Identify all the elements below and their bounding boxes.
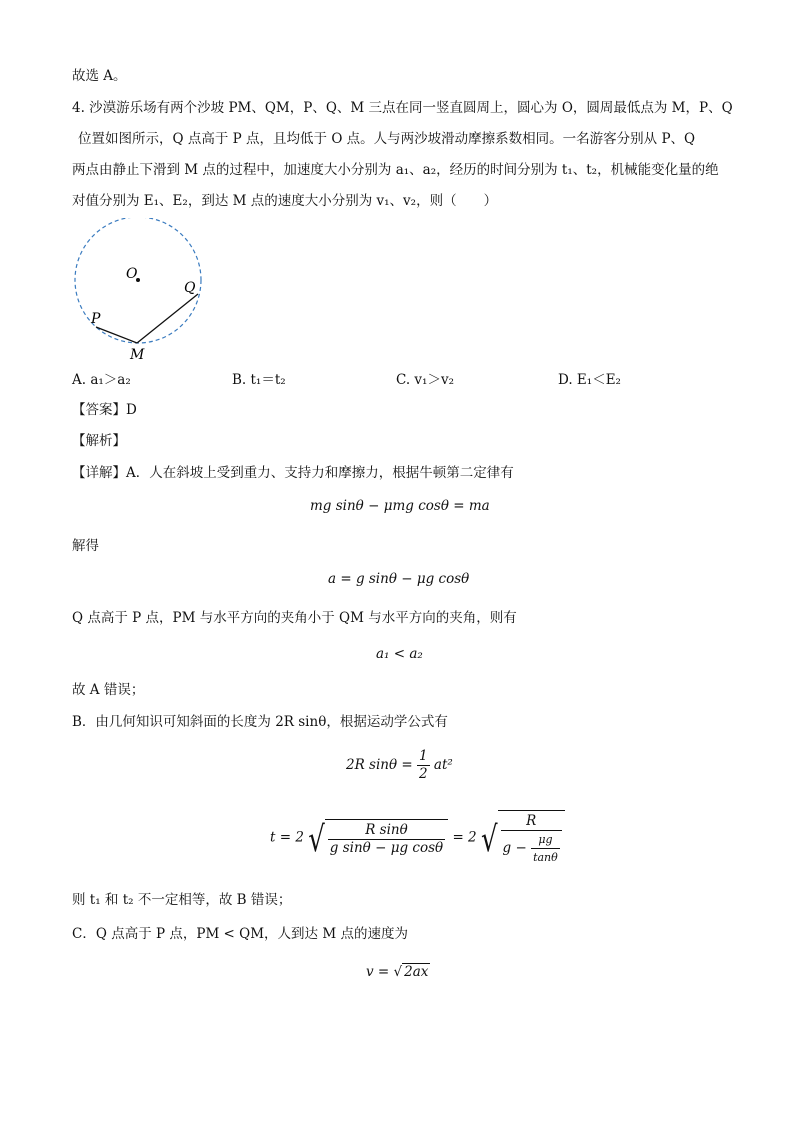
- eq5-inner-den: tanθ: [533, 851, 558, 864]
- equation-acceleration: a = g sinθ − μg cosθ: [328, 571, 470, 587]
- equation-time: [270, 810, 565, 870]
- sqrt-symbol: √: [308, 819, 325, 860]
- compare-line: Q 点高于 P 点，PM 与水平方向的夹角小于 QM 与水平方向的夹角，则有: [72, 610, 517, 626]
- option-b: B. t₁＝t₂: [232, 372, 286, 388]
- eq6-lhs: v =: [366, 964, 390, 980]
- slope-pm: [96, 327, 137, 343]
- eq5-lhs: t = 2: [270, 829, 304, 846]
- detail-line-a: 【详解】A．人在斜坡上受到重力、支持力和摩擦力，根据牛顿第二定律有: [72, 465, 514, 481]
- label-o: O: [126, 266, 138, 282]
- question-line-3: 两点由静止下滑到 M 点的过程中，加速度大小分别为 a₁、a₂，经历的时间分别为 t₁、t₂，机械能变化量的绝: [72, 162, 719, 178]
- equation-distance: [346, 748, 453, 788]
- eq5-inner-num: μg: [531, 831, 560, 849]
- slope-qm: [137, 294, 198, 343]
- b-line: B．由几何知识可知斜面的长度为 2R sinθ，根据运动学公式有: [72, 714, 448, 730]
- equation-newton: mg sinθ − μmg cosθ = ma: [310, 498, 490, 514]
- c-line: C．Q 点高于 P 点，PM < QM，人到达 M 点的速度为: [72, 926, 408, 942]
- eq5-sqrt-1: [308, 819, 448, 860]
- label-m: M: [130, 347, 145, 363]
- eq5-mid: = 2: [452, 829, 477, 846]
- analysis-label: 【解析】: [72, 433, 126, 449]
- equation-velocity: [366, 962, 430, 982]
- eq4-rhs: at²: [433, 757, 453, 773]
- eq4-den: 2: [419, 766, 428, 782]
- eq4-fraction: [417, 748, 430, 783]
- eq4-num: 1: [419, 748, 428, 764]
- eq5-num: R sinθ: [328, 822, 445, 840]
- eq5-num2: R: [501, 813, 562, 831]
- answer-label: 【答案】D: [72, 402, 137, 418]
- option-d: D. E₁＜E₂: [558, 372, 621, 388]
- equation-compare: a₁ < a₂: [376, 646, 423, 662]
- label-q: Q: [184, 280, 196, 296]
- eq6-rad: 2ax: [404, 964, 429, 980]
- eq4-lhs: 2R sinθ =: [346, 757, 413, 773]
- question-line-4: 对值分别为 E₁、E₂，到达 M 点的速度大小分别为 v₁、v₂，则（ ）: [72, 193, 498, 209]
- question-line-1: 4. 沙漠游乐场有两个沙坡 PM、QM，P、Q、M 三点在同一竖直圆周上，圆心为 O，圆周最低点为 M，P、Q: [72, 100, 733, 116]
- eq5-sqrt-2: [481, 810, 565, 866]
- eq5-g: g −: [502, 840, 527, 856]
- circle-figure: [66, 218, 216, 364]
- question-line-2: 位置如图所示，Q 点高于 P 点，且均低于 O 点。人与两沙坡滑动摩擦系数相同。一名游客分别从 P、Q: [78, 131, 696, 147]
- a-wrong: 故 A 错误；: [72, 682, 145, 698]
- sqrt-symbol: √: [480, 819, 498, 860]
- option-c: C. v₁＞v₂: [396, 372, 455, 388]
- conclusion-prev: 故选 A。: [72, 68, 127, 84]
- sqrt-symbol: √: [393, 964, 403, 980]
- label-p: P: [91, 311, 101, 327]
- b-wrong: 则 t₁ 和 t₂ 不一定相等，故 B 错误；: [72, 892, 292, 908]
- solve-label: 解得: [72, 538, 99, 554]
- option-a: A. a₁＞a₂: [72, 372, 131, 388]
- eq5-den: g sinθ − μg cosθ: [329, 840, 444, 856]
